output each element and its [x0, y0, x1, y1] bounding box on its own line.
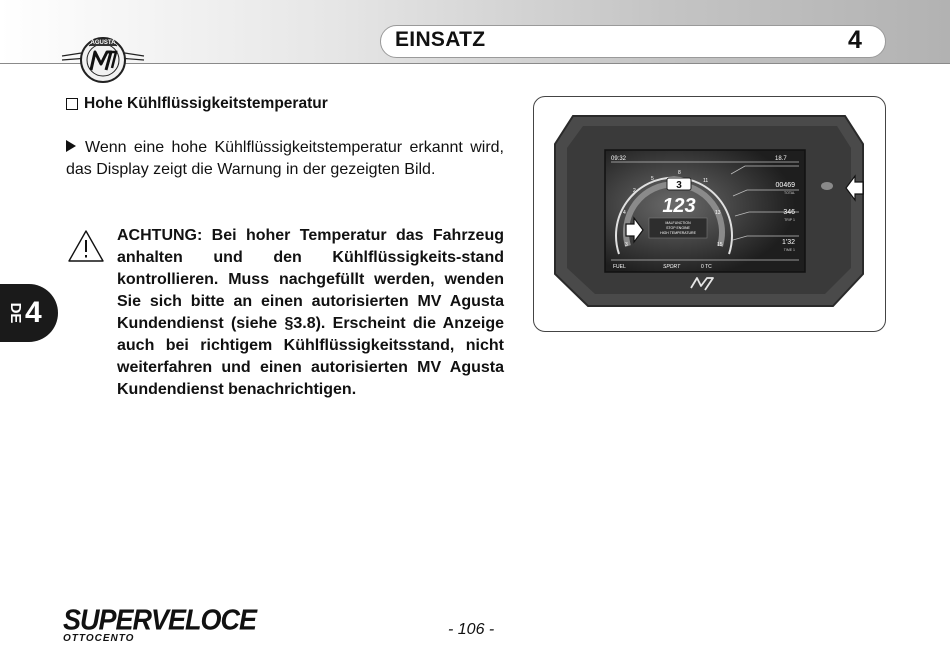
dash-ambient-temp: 18.7	[775, 156, 787, 162]
dashboard-display-image	[533, 96, 886, 332]
dash-malfunction-3: HIGH TEMPERATURE	[660, 231, 696, 235]
dash-riding-mode: SPORT	[663, 264, 681, 270]
footer-model-name: SUPERVELOCE	[63, 604, 257, 636]
svg-text:11: 11	[703, 178, 709, 184]
section-heading-text: Hohe Kühlflüssigkeitstemperatur	[84, 95, 328, 112]
dash-trip1-label: TRIP 1	[784, 218, 795, 222]
page-number: - 106 -	[448, 621, 495, 638]
dash-time1: 1'32	[781, 239, 795, 246]
triangle-bullet-icon	[66, 140, 76, 152]
svg-text:3: 3	[625, 242, 628, 248]
checkbox-icon	[66, 98, 78, 110]
footer-brand	[63, 606, 256, 644]
dash-gear: 3	[676, 180, 682, 191]
logo-text: AGUSTA	[90, 40, 116, 46]
svg-text:8: 8	[678, 170, 681, 176]
svg-text:2: 2	[633, 188, 636, 194]
mv-agusta-logo	[60, 22, 146, 90]
dash-trip1: 346	[783, 209, 795, 216]
warning-text: ACHTUNG: Bei hoher Temperatur das Fahrzeug anhalten und den Kühlflüssigkeits-stand kontrollieren. Muss nachgefüllt werden, wenden Sie sich bitte an einen autorisierten MV Agusta Kundendienst (siehe §3.8). Erscheint die Anzeige auch bei richtigem Kühlflüssigkeitsstand, nicht weiterfahren und einen autorisierten MV Agusta Kundendienst benachrichtigen.	[117, 227, 504, 398]
side-tab-language: DE	[6, 302, 24, 324]
footer-model-sub: OTTOCENTO	[63, 633, 135, 644]
dash-malfunction-2: STOP ENGINE	[666, 226, 690, 230]
warning-triangle-icon	[67, 229, 105, 263]
dash-clock: 09:32	[611, 156, 627, 162]
dash-odometer: 00469	[775, 182, 795, 189]
bezel-warning-light	[821, 182, 833, 190]
svg-text:13: 13	[715, 210, 721, 216]
section-heading	[66, 95, 328, 113]
svg-text:5: 5	[651, 176, 654, 182]
svg-text:15: 15	[717, 242, 723, 248]
dash-malfunction-1: MALFUNCTION	[665, 221, 691, 225]
dash-bottom-right: 0 TC	[701, 264, 712, 270]
dash-odometer-label: TOTAL	[784, 191, 795, 195]
chapter-number: 4	[848, 26, 862, 54]
dash-bottom-left: FUEL	[613, 264, 626, 270]
chapter-title: EINSATZ	[395, 28, 486, 51]
intro-text: Wenn eine hohe Kühlflüssigkeitstemperatur erkannt wird, das Display zeigt die Warnung in der gezeigten Bild.	[66, 139, 504, 178]
side-tab-chapter: 4	[25, 296, 42, 329]
svg-text:4: 4	[623, 210, 626, 216]
dash-time1-label: TIME 1	[783, 248, 795, 252]
intro-paragraph	[66, 137, 504, 181]
dash-speed: 123	[662, 195, 696, 217]
